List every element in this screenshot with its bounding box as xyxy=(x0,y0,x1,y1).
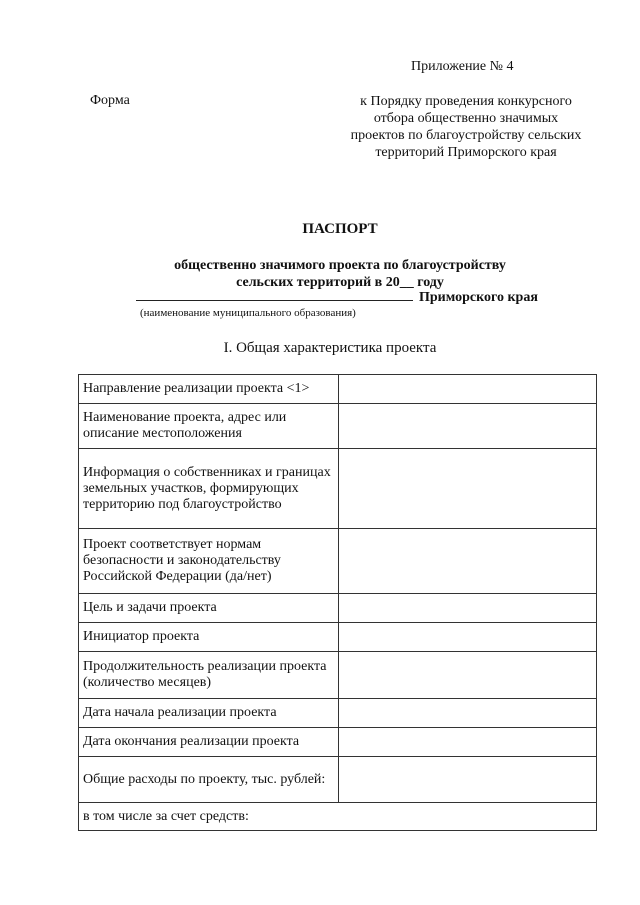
table-row xyxy=(79,449,597,529)
table-row xyxy=(79,594,597,623)
row-label: Цель и задачи проекта xyxy=(79,594,339,623)
row-label: Проект соответствует нормам безопасности и законодательству Российской Федерации (да/нет) xyxy=(79,529,339,594)
order-reference-line: территорий Приморского края xyxy=(375,145,557,160)
row-value-cell[interactable] xyxy=(339,728,597,757)
row-label: Дата окончания реализации проекта xyxy=(79,728,339,757)
municipality-line xyxy=(136,288,538,306)
document-subtitle xyxy=(0,257,640,291)
region-label: Приморского края xyxy=(419,290,538,305)
table-row xyxy=(79,803,597,831)
table-row xyxy=(79,623,597,652)
row-value-cell[interactable] xyxy=(339,404,597,449)
row-label: Дата начала реализации проекта xyxy=(79,699,339,728)
appendix-number: Приложение № 4 xyxy=(411,59,514,74)
row-value-cell[interactable] xyxy=(339,623,597,652)
table-row xyxy=(79,699,597,728)
form-label: Форма xyxy=(90,93,130,108)
row-value-cell[interactable] xyxy=(339,529,597,594)
section-title: I. Общая характеристика проекта xyxy=(223,340,437,356)
table-row xyxy=(79,404,597,449)
row-value-cell[interactable] xyxy=(339,699,597,728)
document-title: ПАСПОРТ xyxy=(302,221,378,237)
subtitle-line: сельских территорий в 20__ году xyxy=(236,275,444,290)
row-value-cell[interactable] xyxy=(339,449,597,529)
row-label: Продолжительность реализации проекта (количество месяцев) xyxy=(79,652,339,699)
row-label: Наименование проекта, адрес или описание местоположения xyxy=(79,404,339,449)
row-label: Информация о собственниках и границах земельных участков, формирующих территорию под благоустройство xyxy=(79,449,339,529)
table-row xyxy=(79,728,597,757)
row-value-cell[interactable] xyxy=(339,757,597,803)
order-reference-line: отбора общественно значимых xyxy=(373,111,559,126)
table-row xyxy=(79,529,597,594)
order-reference xyxy=(330,93,602,161)
row-value-cell[interactable] xyxy=(339,652,597,699)
subtitle-line: общественно значимого проекта по благоустройству xyxy=(174,258,506,273)
table-row xyxy=(79,652,597,699)
table-row xyxy=(79,757,597,803)
order-reference-line: к Порядку проведения конкурсного xyxy=(360,94,572,109)
row-label: Общие расходы по проекту, тыс. рублей: xyxy=(79,757,339,803)
row-label: Направление реализации проекта <1> xyxy=(79,375,339,404)
row-value-cell[interactable] xyxy=(339,375,597,404)
row-label: Инициатор проекта xyxy=(79,623,339,652)
municipality-caption: (наименование муниципального образования) xyxy=(140,307,356,319)
order-reference-line: проектов по благоустройству сельских xyxy=(350,128,582,143)
passport-table xyxy=(78,374,597,831)
municipality-blank xyxy=(136,288,413,301)
row-value-cell[interactable] xyxy=(339,594,597,623)
row-label-full: в том числе за счет средств: xyxy=(79,803,597,831)
table-row xyxy=(79,375,597,404)
